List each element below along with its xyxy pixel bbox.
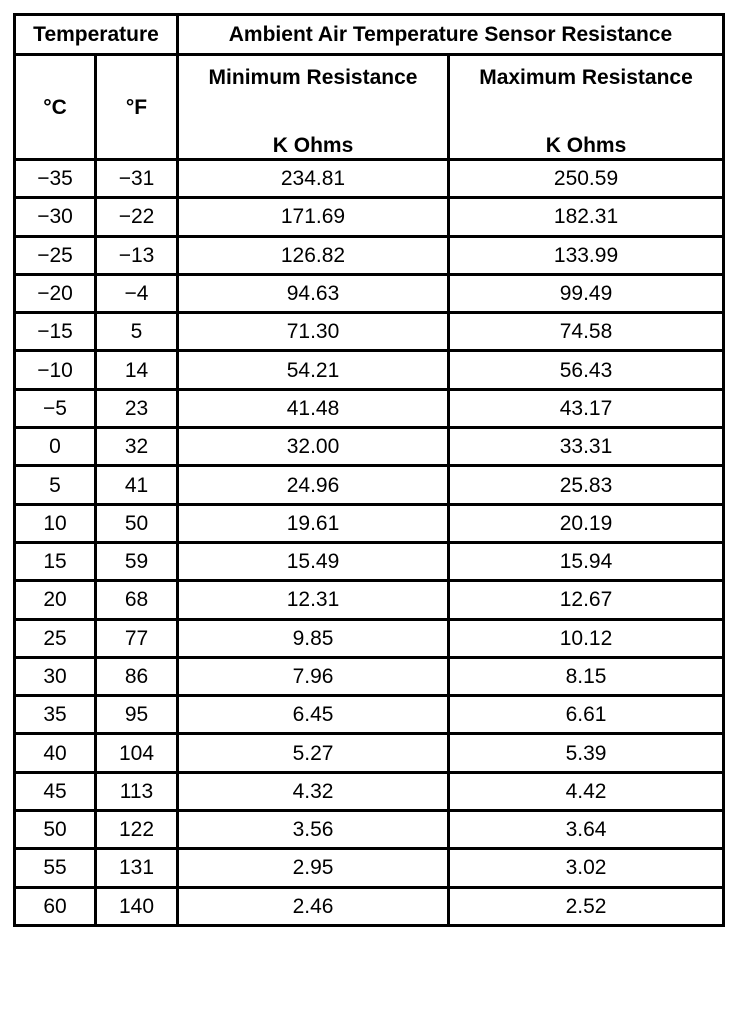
minimum-resistance-label: Minimum Resistance (208, 66, 418, 89)
celsius-cell: 50 (15, 811, 96, 849)
fahrenheit-cell: 113 (96, 772, 178, 810)
min-resistance-cell: 7.96 (178, 657, 449, 695)
celsius-cell: −10 (15, 351, 96, 389)
min-resistance-cell: 126.82 (178, 236, 449, 274)
table-row (15, 581, 724, 619)
max-resistance-cell: 250.59 (449, 160, 724, 198)
min-resistance-cell: 54.21 (178, 351, 449, 389)
min-resistance-cell: 2.95 (178, 849, 449, 887)
min-resistance-cell: 19.61 (178, 504, 449, 542)
table-row (15, 504, 724, 542)
max-resistance-cell: 2.52 (449, 887, 724, 925)
max-resistance-cell: 10.12 (449, 619, 724, 657)
fahrenheit-cell: 131 (96, 849, 178, 887)
min-resistance-cell: 94.63 (178, 274, 449, 312)
table-row (15, 466, 724, 504)
table-row (15, 313, 724, 351)
min-resistance-cell: 32.00 (178, 428, 449, 466)
table-row (15, 236, 724, 274)
table-body (15, 160, 724, 926)
max-resistance-cell: 133.99 (449, 236, 724, 274)
fahrenheit-cell: 95 (96, 696, 178, 734)
celsius-cell: −5 (15, 389, 96, 427)
celsius-cell: 40 (15, 734, 96, 772)
celsius-cell: 10 (15, 504, 96, 542)
celsius-cell: −20 (15, 274, 96, 312)
max-resistance-cell: 4.42 (449, 772, 724, 810)
fahrenheit-cell: 140 (96, 887, 178, 925)
max-resistance-cell: 15.94 (449, 542, 724, 580)
celsius-header: °C (15, 55, 96, 160)
table-row (15, 619, 724, 657)
max-resistance-cell: 25.83 (449, 466, 724, 504)
fahrenheit-cell: 23 (96, 389, 178, 427)
max-resistance-cell: 5.39 (449, 734, 724, 772)
celsius-cell: 60 (15, 887, 96, 925)
celsius-cell: 0 (15, 428, 96, 466)
fahrenheit-cell: 41 (96, 466, 178, 504)
table-row (15, 657, 724, 695)
min-resistance-cell: 12.31 (178, 581, 449, 619)
maximum-resistance-unit: K Ohms (545, 134, 627, 157)
fahrenheit-cell: 5 (96, 313, 178, 351)
fahrenheit-cell: −22 (96, 198, 178, 236)
max-resistance-cell: 182.31 (449, 198, 724, 236)
celsius-cell: 25 (15, 619, 96, 657)
celsius-cell: 15 (15, 542, 96, 580)
fahrenheit-cell: −13 (96, 236, 178, 274)
table-row (15, 160, 724, 198)
min-resistance-cell: 3.56 (178, 811, 449, 849)
celsius-cell: 30 (15, 657, 96, 695)
max-resistance-cell: 43.17 (449, 389, 724, 427)
min-resistance-cell: 6.45 (178, 696, 449, 734)
temperature-header: Temperature (15, 15, 178, 55)
celsius-cell: 55 (15, 849, 96, 887)
fahrenheit-cell: 50 (96, 504, 178, 542)
min-resistance-cell: 41.48 (178, 389, 449, 427)
min-resistance-cell: 4.32 (178, 772, 449, 810)
table-row (15, 849, 724, 887)
max-resistance-cell: 3.64 (449, 811, 724, 849)
maximum-resistance-label: Maximum Resistance (479, 66, 693, 89)
min-resistance-cell: 234.81 (178, 160, 449, 198)
celsius-cell: −30 (15, 198, 96, 236)
max-resistance-cell: 20.19 (449, 504, 724, 542)
max-resistance-cell: 6.61 (449, 696, 724, 734)
celsius-cell: 35 (15, 696, 96, 734)
celsius-cell: −25 (15, 236, 96, 274)
fahrenheit-cell: 86 (96, 657, 178, 695)
min-resistance-cell: 5.27 (178, 734, 449, 772)
fahrenheit-cell: 104 (96, 734, 178, 772)
fahrenheit-cell: 32 (96, 428, 178, 466)
table-row (15, 542, 724, 580)
max-resistance-cell: 12.67 (449, 581, 724, 619)
table-row (15, 351, 724, 389)
fahrenheit-header: °F (96, 55, 178, 160)
celsius-cell: −15 (15, 313, 96, 351)
table-row (15, 428, 724, 466)
max-resistance-cell: 56.43 (449, 351, 724, 389)
table-row (15, 198, 724, 236)
table-row (15, 389, 724, 427)
table-row (15, 274, 724, 312)
min-resistance-cell: 171.69 (178, 198, 449, 236)
min-resistance-cell: 15.49 (178, 542, 449, 580)
celsius-cell: −35 (15, 160, 96, 198)
max-resistance-cell: 8.15 (449, 657, 724, 695)
sensor-resistance-header: Ambient Air Temperature Sensor Resistance (178, 15, 724, 55)
fahrenheit-cell: 122 (96, 811, 178, 849)
max-resistance-cell: 74.58 (449, 313, 724, 351)
min-resistance-cell: 71.30 (178, 313, 449, 351)
fahrenheit-cell: −31 (96, 160, 178, 198)
fahrenheit-cell: 14 (96, 351, 178, 389)
table-row (15, 696, 724, 734)
celsius-cell: 5 (15, 466, 96, 504)
table-row (15, 772, 724, 810)
max-resistance-cell: 99.49 (449, 274, 724, 312)
min-resistance-cell: 24.96 (178, 466, 449, 504)
min-resistance-cell: 2.46 (178, 887, 449, 925)
min-resistance-cell: 9.85 (178, 619, 449, 657)
fahrenheit-cell: 68 (96, 581, 178, 619)
celsius-cell: 45 (15, 772, 96, 810)
table-row (15, 887, 724, 925)
table-row (15, 734, 724, 772)
minimum-resistance-header (178, 55, 449, 160)
fahrenheit-cell: 59 (96, 542, 178, 580)
max-resistance-cell: 3.02 (449, 849, 724, 887)
fahrenheit-cell: 77 (96, 619, 178, 657)
table-row (15, 811, 724, 849)
max-resistance-cell: 33.31 (449, 428, 724, 466)
celsius-cell: 20 (15, 581, 96, 619)
maximum-resistance-header (449, 55, 724, 160)
fahrenheit-cell: −4 (96, 274, 178, 312)
sensor-resistance-table (13, 13, 725, 927)
minimum-resistance-unit: K Ohms (272, 134, 354, 157)
